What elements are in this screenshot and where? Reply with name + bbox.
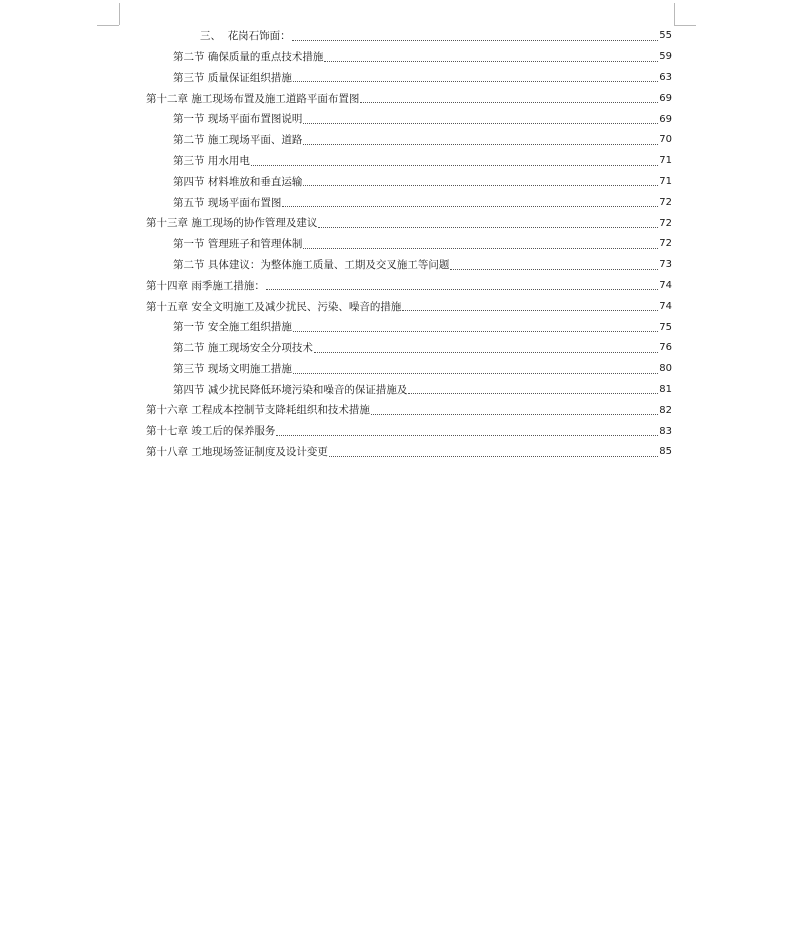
toc-entry-title: 现场平面布置图 xyxy=(207,196,282,209)
toc-entry-number: 第一节 xyxy=(173,321,205,334)
toc-entry-label xyxy=(173,239,302,250)
toc-entry[interactable] xyxy=(173,192,672,213)
toc-dot-leader xyxy=(371,414,658,415)
toc-entry-label xyxy=(146,447,328,458)
toc-entry-number: 第一节 xyxy=(173,238,205,251)
toc-page-number: 71 xyxy=(659,155,672,167)
toc-entry-number: 第十六章 xyxy=(146,404,188,417)
toc-dot-leader xyxy=(329,456,658,457)
toc-entry[interactable] xyxy=(173,130,672,151)
toc-entry-label xyxy=(173,343,313,354)
table-of-contents xyxy=(0,26,794,463)
toc-entry-title: 管理班子和管理体制 xyxy=(207,238,303,251)
toc-page-number: 80 xyxy=(659,363,672,375)
toc-dot-leader xyxy=(303,123,658,124)
toc-entry-title: 现场文明施工措施 xyxy=(207,362,292,375)
toc-entry-title: 具体建议：为整体施工质量、工期及交叉施工等问题 xyxy=(207,258,450,271)
toc-entry[interactable] xyxy=(173,172,672,193)
crop-mark-top-left-vertical xyxy=(119,3,120,25)
toc-entry-label xyxy=(173,385,407,396)
toc-page-number: 72 xyxy=(659,217,672,229)
toc-entry-number: 第十四章 xyxy=(146,279,188,292)
toc-page-number: 82 xyxy=(659,404,672,416)
toc-page-number: 74 xyxy=(659,300,672,312)
toc-entry-label xyxy=(173,364,292,375)
toc-dot-leader xyxy=(324,61,658,62)
toc-entry[interactable] xyxy=(173,109,672,130)
toc-dot-leader xyxy=(276,435,658,436)
toc-entry[interactable] xyxy=(173,234,672,255)
toc-entry[interactable] xyxy=(173,380,672,401)
toc-page-number: 74 xyxy=(659,279,672,291)
toc-dot-leader xyxy=(303,144,658,145)
toc-entry[interactable] xyxy=(146,213,672,234)
toc-dot-leader xyxy=(282,206,658,207)
toc-entry-title: 施工现场平面、道路 xyxy=(207,134,303,147)
toc-page-number: 83 xyxy=(659,425,672,437)
toc-entry[interactable] xyxy=(173,317,672,338)
toc-entry[interactable] xyxy=(173,151,672,172)
toc-entry-number: 三、 xyxy=(200,30,221,43)
toc-dot-leader xyxy=(266,289,658,290)
toc-entry[interactable] xyxy=(173,359,672,380)
toc-entry-title: 减少扰民降低环境污染和噪音的保证措施及 xyxy=(207,383,408,396)
toc-entry-title: 确保质量的重点技术措施 xyxy=(207,50,324,63)
toc-entry[interactable] xyxy=(173,338,672,359)
toc-entry-number: 第五节 xyxy=(173,196,205,209)
toc-entry-title: 质量保证组织措施 xyxy=(207,71,292,84)
toc-entry-label xyxy=(173,198,281,209)
toc-entry-label xyxy=(200,31,291,42)
toc-entry-number: 第二节 xyxy=(173,258,205,271)
toc-entry-title: 工地现场签证制度及设计变更 xyxy=(191,446,328,459)
toc-entry-label xyxy=(173,73,292,84)
toc-page-number: 72 xyxy=(659,196,672,208)
toc-entry-label xyxy=(173,177,302,188)
toc-dot-leader xyxy=(292,40,659,41)
toc-entry-label xyxy=(146,426,275,437)
toc-entry[interactable] xyxy=(146,421,672,442)
toc-entry[interactable] xyxy=(173,68,672,89)
toc-page-number: 59 xyxy=(659,51,672,63)
toc-dot-leader xyxy=(360,102,658,103)
toc-entry-label xyxy=(146,281,265,292)
toc-page-number: 81 xyxy=(659,383,672,395)
toc-entry-number: 第四节 xyxy=(173,383,205,396)
toc-entry-title: 竣工后的保养服务 xyxy=(191,425,276,438)
toc-entry-title: 现场平面布置图说明 xyxy=(207,113,303,126)
toc-entry-title: 安全施工组织措施 xyxy=(207,321,292,334)
toc-entry-number: 第二节 xyxy=(173,342,205,355)
toc-entry-number: 第四节 xyxy=(173,175,205,188)
toc-page-number: 73 xyxy=(659,259,672,271)
toc-entry-label xyxy=(146,218,317,229)
toc-entry-label xyxy=(146,405,370,416)
toc-page-number: 76 xyxy=(659,342,672,354)
toc-entry-title: 材料堆放和垂直运输 xyxy=(207,175,303,188)
toc-dot-leader xyxy=(251,165,658,166)
toc-entry-title: 施工现场安全分项技术 xyxy=(207,342,313,355)
toc-entry-number: 第十七章 xyxy=(146,425,188,438)
toc-dot-leader xyxy=(303,248,658,249)
toc-entry[interactable] xyxy=(146,276,672,297)
toc-entry-label xyxy=(173,322,292,333)
toc-entry-number: 第三节 xyxy=(173,154,205,167)
toc-entry-title: 花岗石饰面： xyxy=(227,30,291,43)
toc-entry-label xyxy=(173,135,302,146)
toc-entry-label xyxy=(146,94,359,105)
toc-entry[interactable] xyxy=(146,296,672,317)
toc-dot-leader xyxy=(293,373,658,374)
toc-dot-leader xyxy=(408,393,658,394)
toc-page-number: 85 xyxy=(659,446,672,458)
toc-dot-leader xyxy=(402,310,658,311)
toc-entry-number: 第二节 xyxy=(173,50,205,63)
toc-entry-title: 雨季施工措施： xyxy=(191,279,265,292)
toc-entry-number: 第十三章 xyxy=(146,217,188,230)
toc-dot-leader xyxy=(303,185,658,186)
toc-entry-label xyxy=(173,260,449,271)
toc-entry-title: 工程成本控制节支降耗组织和技术措施 xyxy=(191,404,370,417)
toc-page-number: 63 xyxy=(659,71,672,83)
toc-dot-leader xyxy=(318,227,658,228)
toc-entry-number: 第十八章 xyxy=(146,446,188,459)
toc-entry-number: 第三节 xyxy=(173,71,205,84)
toc-page-number: 55 xyxy=(659,30,672,42)
toc-entry-number: 第十五章 xyxy=(146,300,188,313)
toc-dot-leader xyxy=(314,352,658,353)
toc-entry-number: 第一节 xyxy=(173,113,205,126)
toc-entry-title: 施工现场布置及施工道路平面布置图 xyxy=(191,92,360,105)
toc-entry-number: 第三节 xyxy=(173,362,205,375)
crop-mark-top-right-vertical xyxy=(674,3,675,25)
toc-entry-label xyxy=(173,114,302,125)
toc-entry[interactable] xyxy=(200,26,672,47)
toc-page-number: 71 xyxy=(659,175,672,187)
toc-entry-label xyxy=(146,302,401,313)
toc-entry[interactable] xyxy=(146,442,672,463)
toc-entry[interactable] xyxy=(146,400,672,421)
toc-page-number: 75 xyxy=(659,321,672,333)
toc-page-number: 69 xyxy=(659,113,672,125)
toc-entry-title: 施工现场的协作管理及建议 xyxy=(191,217,318,230)
toc-page-number: 69 xyxy=(659,92,672,104)
toc-dot-leader xyxy=(293,331,658,332)
toc-entry-number: 第十二章 xyxy=(146,92,188,105)
toc-entry[interactable] xyxy=(146,88,672,109)
toc-entry-label xyxy=(173,52,323,63)
toc-entry[interactable] xyxy=(173,47,672,68)
toc-entry-label xyxy=(173,156,250,167)
toc-entry-title: 安全文明施工及减少扰民、污染、噪音的措施 xyxy=(191,300,402,313)
toc-dot-leader xyxy=(293,81,658,82)
toc-page-number: 72 xyxy=(659,238,672,250)
toc-page-number: 70 xyxy=(659,134,672,146)
toc-dot-leader xyxy=(450,269,658,270)
toc-entry-title: 用水用电 xyxy=(207,154,250,167)
toc-entry-number: 第二节 xyxy=(173,134,205,147)
toc-entry[interactable] xyxy=(173,255,672,276)
